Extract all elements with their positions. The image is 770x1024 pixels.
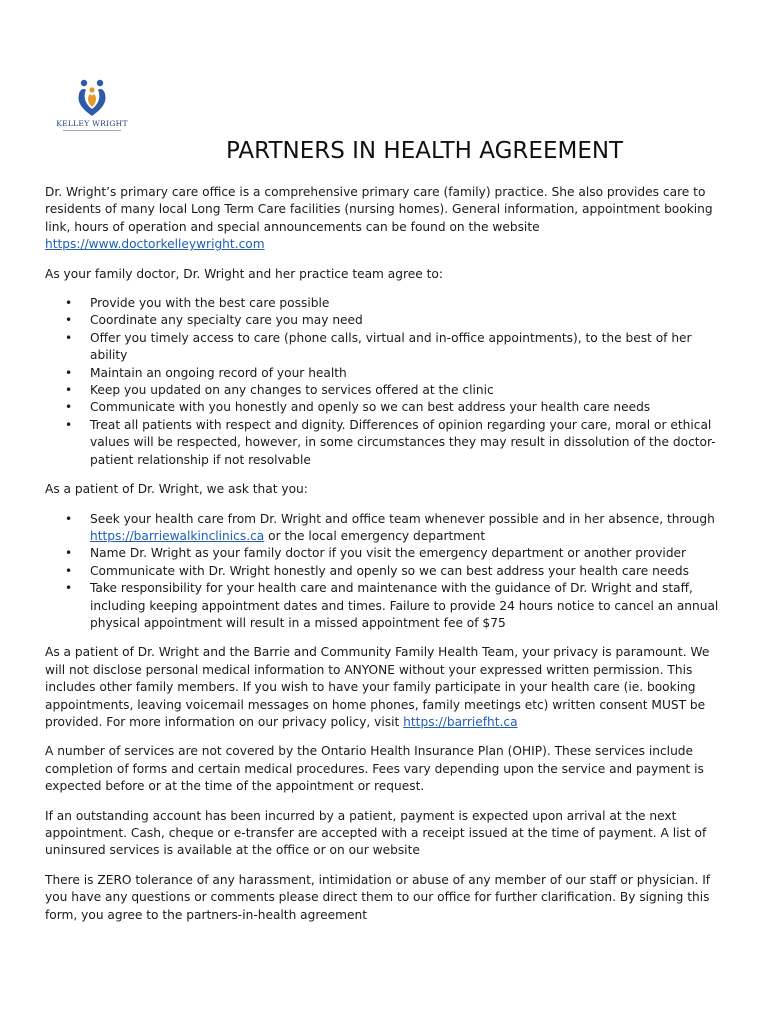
logo-divider bbox=[63, 130, 121, 131]
bullet-icon: • bbox=[65, 313, 73, 328]
privacy-policy-link[interactable]: https://barriefht.ca bbox=[403, 714, 518, 729]
list-item: • Name Dr. Wright as your family doctor if you visit the emergency department or another provider bbox=[45, 545, 725, 562]
doctor-section-heading: As your family doctor, Dr. Wright and her practice team agree to: bbox=[45, 266, 443, 281]
list-item: • Communicate with Dr. Wright honestly and openly so we can best address your health care needs bbox=[45, 563, 725, 580]
bullet-icon: • bbox=[65, 546, 73, 561]
intro-text: Dr. Wright’s primary care office is a comprehensive primary care (family) practice. She also provides care to residents of many local Long Term Care facilities (nursing homes). General information, appointment booking link, hours of operation and special announcements can be found on the website bbox=[45, 185, 713, 234]
patient-expectations-list bbox=[45, 511, 725, 633]
bullet-icon: • bbox=[65, 383, 73, 398]
list-item: • Keep you updated on any changes to services offered at the clinic bbox=[45, 382, 725, 399]
walkin-clinics-link[interactable]: https://barriewalkinclinics.ca bbox=[90, 528, 265, 543]
website-link[interactable]: https://www.doctorkelleywright.com bbox=[45, 237, 265, 252]
list-item: • Take responsibility for your health care and maintenance with the guidance of Dr. Wright and staff, including keeping appointment dates and times. Failure to provide 24 hours notice to cancel an annual physical appointment will result in a missed appointment fee of $75 bbox=[65, 581, 719, 630]
bullet-icon: • bbox=[65, 365, 73, 380]
page-title: PARTNERS IN HEALTH AGREEMENT bbox=[226, 138, 624, 164]
zero-tolerance-paragraph: There is ZERO tolerance of any harassment, intimidation or abuse of any member of our staff or physician. If you have any questions or comments please direct them to our office for further clarification. By signing this form, you agree to the partners-in-health agreement bbox=[45, 872, 711, 922]
list-item: • Offer you timely access to care (phone calls, virtual and in-office appointments), to the best of her ability bbox=[65, 330, 692, 363]
list-item: • Treat all patients with respect and dignity. Differences of opinion regarding your care, moral or ethical values will be respected, however, in some circumstances they may result in dissolution of the doctor-patient relationship if not resolvable bbox=[65, 417, 716, 467]
list-item: • Maintain an ongoing record of your health bbox=[45, 365, 725, 382]
bullet-icon: • bbox=[65, 296, 73, 311]
bullet-icon: • bbox=[65, 330, 73, 345]
practice-logo bbox=[52, 78, 132, 142]
document-body bbox=[45, 184, 725, 936]
ohip-paragraph: A number of services are not covered by the Ontario Health Insurance Plan (OHIP). These services include completion of forms and certain medical procedures. Fees vary depending upon the service and payment is expected before or at the time of the appointment or request. bbox=[45, 744, 704, 794]
bullet-icon: • bbox=[65, 400, 73, 415]
list-item: • Communicate with you honestly and openly so we can best address your health care needs bbox=[45, 399, 725, 416]
bullet-icon: • bbox=[65, 581, 73, 596]
bullet-icon: • bbox=[65, 417, 73, 432]
payment-paragraph: If an outstanding account has been incurred by a patient, payment is expected upon arrival at the next appointment. Cash, cheque or e-transfer are accepted with a receipt issued at the time of payment. A list of uninsured services is available at the office or on our website bbox=[45, 808, 707, 858]
family-heart-icon bbox=[75, 78, 109, 118]
intro-paragraph bbox=[45, 184, 725, 254]
bullet-icon: • bbox=[65, 563, 73, 578]
list-item: • Coordinate any specialty care you may need bbox=[45, 312, 725, 329]
doctor-commitments-list bbox=[45, 295, 725, 469]
patient-section-heading: As a patient of Dr. Wright, we ask that you: bbox=[45, 482, 308, 497]
list-item: • Provide you with the best care possible bbox=[45, 295, 725, 312]
privacy-paragraph: As a patient of Dr. Wright and the Barrie and Community Family Health Team, your privacy is paramount. We will not disclose personal medical information to ANYONE without your expressed written permission. This includes other family members. If you wish to have your family participate in your health care (ie. booking appointments, leaving voicemail messages on home phones, family meetings etc) written consent MUST be provided. For more information on our privacy policy, visit https://barriefht.ca bbox=[45, 645, 710, 729]
logo-wordmark: KELLEY WRIGHT bbox=[56, 119, 128, 128]
list-item: • Seek your health care from Dr. Wright and office team whenever possible and in her absence, through https://barriewalkinclinics.ca or the local emergency department bbox=[65, 511, 715, 543]
bullet-icon: • bbox=[65, 511, 73, 526]
